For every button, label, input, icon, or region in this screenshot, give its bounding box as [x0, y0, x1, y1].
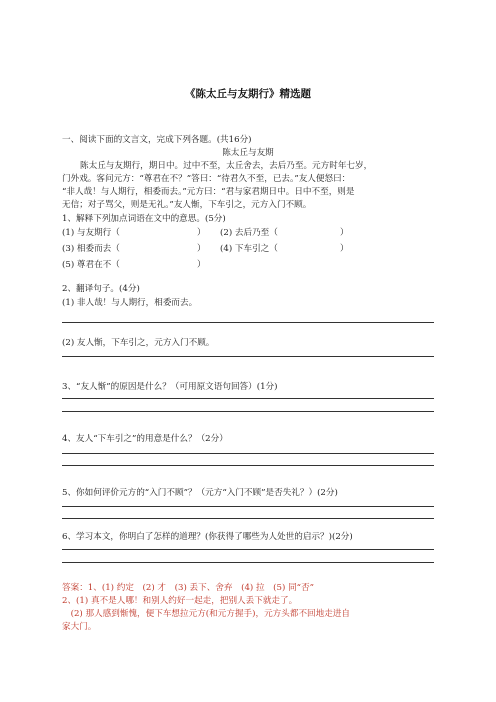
q1-stem: 1、解释下列加点词语在文中的意思。(5分): [62, 214, 226, 224]
q1-item-2-open: (2) 去后乃至（: [220, 228, 278, 238]
answer-key-line-3: (2) 那人感到惭愧，便下车想拉元方(和元方握手)，元方头都不回地走进自: [62, 609, 351, 619]
answer-line: [62, 411, 434, 412]
passage-line: 门外戏。客问元方：“尊君在不？”答曰：“待君久不至，已去。”友人便怒曰：: [62, 174, 351, 184]
q2-sentence-1: (1) 非人哉！与人期行，相委而去。: [62, 298, 198, 308]
answer-line: [62, 506, 434, 507]
part1-heading: 一、阅读下面的文言文，完成下列各题。(共16分): [62, 135, 252, 145]
q1-item-3-open: (3) 相委而去（: [62, 244, 120, 254]
answer-line: [62, 549, 434, 550]
answer-line: [62, 453, 434, 454]
q1-item-1-open: (1) 与友期行（: [62, 228, 120, 238]
q1-item-1-close: ）: [197, 228, 206, 238]
answer-line: [62, 356, 434, 357]
answer-line: [62, 322, 434, 323]
q6-text: 6、学习本文，你明白了怎样的道理？(你获得了哪些为人处世的启示？)(2分): [62, 532, 353, 542]
passage-line: 无信；对子骂父，则是无礼。”友人惭，下车引之，元方入门不顾。: [62, 200, 312, 210]
q1-item-4-close: ）: [340, 244, 349, 254]
q5-text: 5、你如何评价元方的“入门不顾”？（元方“入门不顾”是否失礼？）(2分): [62, 488, 338, 498]
q1-item-2-close: ）: [340, 228, 349, 238]
q1-item-4-open: (4) 下车引之（: [220, 244, 278, 254]
answer-key-line-2: 2、(1) 真不是人哪！和别人约好一起走，把别人丢下就走了。: [62, 596, 298, 606]
q1-item-5-close: ）: [197, 260, 206, 270]
q2-sentence-2: (2) 友人惭，下车引之，元方入门不顾。: [62, 338, 215, 348]
answer-line: [62, 518, 434, 519]
answer-line: [62, 398, 434, 399]
passage-line: 陈太丘与友期行，期日中。过中不至，太丘舍去，去后乃至。元方时年七岁，: [80, 161, 373, 171]
passage-subtitle: 陈太丘与友期: [222, 148, 274, 158]
page-title: 《陈太丘与友期行》精选题: [185, 88, 311, 100]
answer-line: [62, 465, 434, 466]
passage-line: “非人哉！与人期行，相委而去。”元方曰：“君与家君期日中。日中不至，则是: [62, 187, 355, 197]
q2-stem: 2、翻译句子。(4分): [62, 284, 140, 294]
q3-text: 3、“友人惭”的原因是什么？（可用原文语句回答）(1分): [62, 382, 278, 392]
answer-key-line-1: 答案：1、(1) 约定 (2) 才 (3) 丢下、舍弃 (4) 拉 (5) 同“否”: [62, 583, 315, 593]
answer-line: [62, 562, 434, 563]
q1-item-5-open: (5) 尊君在不（: [62, 260, 120, 270]
q1-item-3-close: ）: [197, 244, 206, 254]
answer-key-line-4: 家大门。: [62, 622, 97, 632]
q4-text: 4、友人“下车引之”的用意是什么？（2分）: [62, 434, 228, 444]
